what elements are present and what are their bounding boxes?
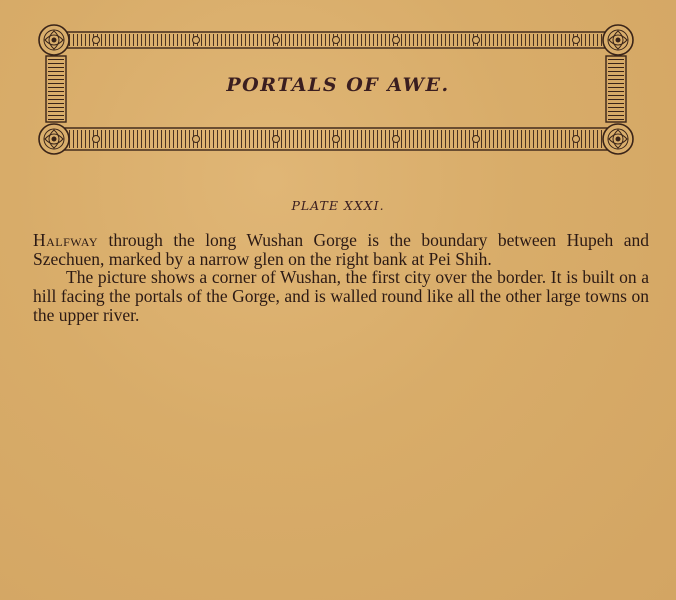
paragraph-1 [33,231,649,268]
corner-rosette-bottom-right [603,124,633,154]
top-rail [58,32,614,48]
corner-rosette-bottom-left [39,124,69,154]
page-title: PORTALS OF AWE. [226,74,450,96]
bottom-rail [58,128,614,150]
body-text [33,231,649,325]
paragraph-2: The picture shows a corner of Wushan, the first city over the border. It is built on a hill facing the portals of the Gorge, and is walled round like all the other large towns on the upper river. [33,267,649,325]
paragraph-1-lead-word: Halfway [33,230,99,250]
paragraph-1-text: through the long Wushan Gorge is the boundary between Hupeh and Szechuen, marked by a narrow glen on the right bank at Pei Shih. [33,230,649,269]
plate-number: PLATE XXXI. [291,198,385,213]
corner-rosette-top-right [603,25,633,55]
corner-rosette-top-left [39,25,69,55]
